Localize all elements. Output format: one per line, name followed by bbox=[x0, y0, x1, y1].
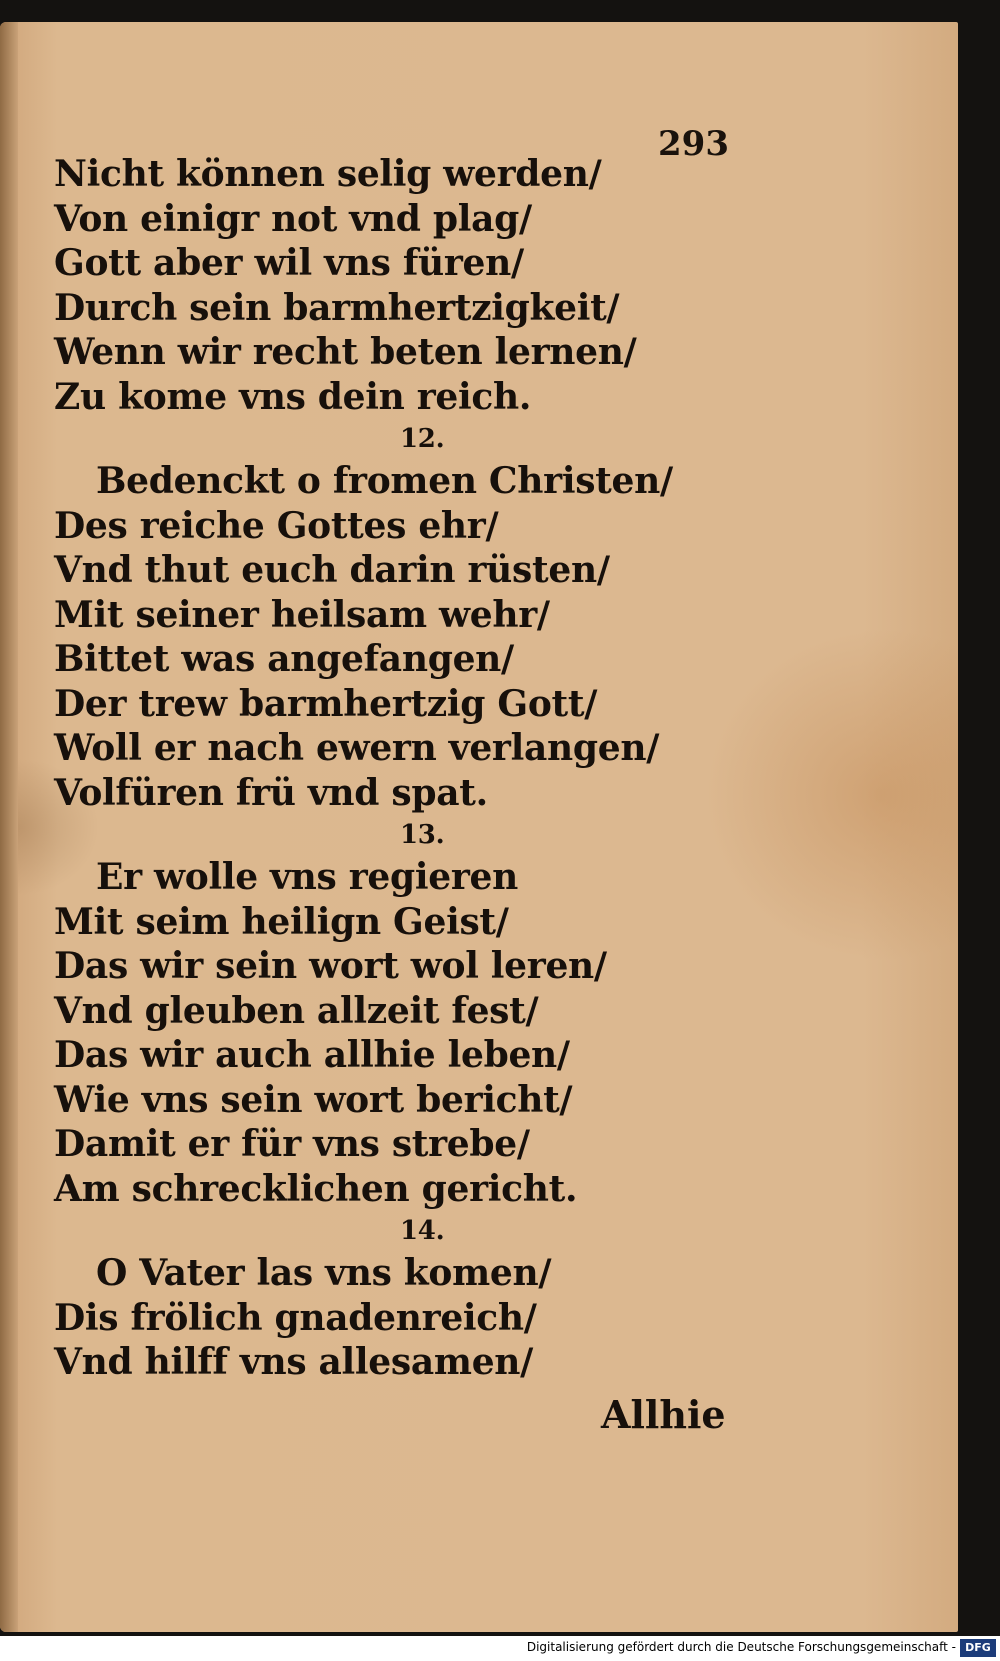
verse-line: Vnd gleuben allzeit fest/ bbox=[54, 989, 539, 1032]
stanza-number: 13. bbox=[400, 820, 445, 850]
verse-line: Volfüren frü vnd spat. bbox=[54, 771, 488, 814]
verse-line: Bittet was angefangen/ bbox=[54, 638, 514, 680]
footer-bar bbox=[0, 1636, 1000, 1661]
verse-line: Woll er nach ewern verlangen/ bbox=[54, 727, 660, 769]
footer-credit: Digitalisierung gefördert durch die Deutsche Forschungsgemeinschaft - bbox=[526, 1640, 956, 1654]
catchword: Allhie bbox=[601, 1392, 726, 1437]
page-spine-shadow bbox=[0, 22, 18, 1632]
book-page bbox=[0, 22, 958, 1632]
verse-line: Das wir sein wort wol leren/ bbox=[54, 945, 607, 987]
text-block bbox=[54, 152, 673, 1385]
verse-line: Von einigr not vnd plag/ bbox=[54, 197, 532, 240]
verse-line: Der trew barmhertzig Gott/ bbox=[54, 682, 598, 725]
verse-line: Zu kome vns dein reich. bbox=[54, 375, 532, 418]
verse-line: Wie vns sein wort bericht/ bbox=[54, 1078, 573, 1121]
stanza-number: 12. bbox=[400, 424, 445, 454]
page-number: 293 bbox=[658, 124, 729, 164]
verse-line: Vnd hilff vns allesamen/ bbox=[54, 1341, 534, 1383]
verse-line: Er wolle vns regieren bbox=[96, 856, 518, 898]
verse-line: Durch sein barmhertzigkeit/ bbox=[54, 286, 620, 329]
verse-line: Mit seiner heilsam wehr/ bbox=[54, 593, 550, 636]
verse-line: Mit seim heilign Geist/ bbox=[54, 900, 509, 943]
verse-line: Vnd thut euch darin rüsten/ bbox=[54, 549, 610, 591]
verse-line: Bedenckt o fromen Christen/ bbox=[96, 460, 673, 502]
verse-line: Damit er für vns strebe/ bbox=[54, 1123, 530, 1165]
verse-line: Dis frölich gnadenreich/ bbox=[54, 1296, 537, 1339]
verse-line: Nicht können selig werden/ bbox=[54, 153, 602, 195]
verse-line: Am schrecklichen gericht. bbox=[54, 1167, 578, 1210]
dfg-logo: DFG bbox=[960, 1639, 996, 1657]
verse-line: Gott aber wil vns füren/ bbox=[54, 242, 524, 284]
verse-line: O Vater las vns komen/ bbox=[96, 1252, 552, 1294]
verse-line: Des reiche Gottes ehr/ bbox=[54, 504, 499, 547]
stanza-number: 14. bbox=[400, 1216, 445, 1246]
verse-line: Das wir auch allhie leben/ bbox=[54, 1034, 570, 1076]
verse-line: Wenn wir recht beten lernen/ bbox=[54, 331, 637, 373]
